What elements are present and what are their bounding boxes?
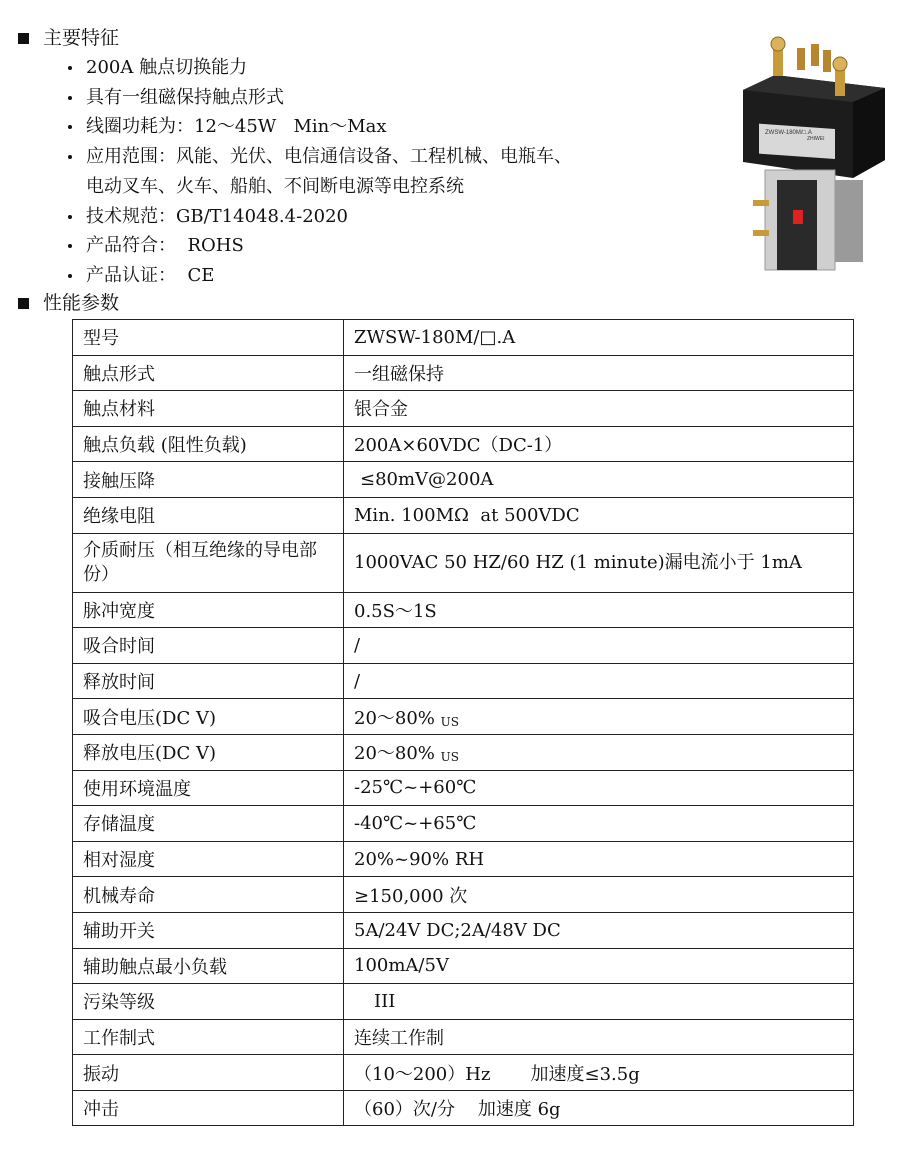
param-name: 污染等级: [73, 984, 344, 1020]
table-row: [73, 806, 854, 842]
product-brand-label: ZHIWEI: [807, 136, 825, 142]
square-bullet-icon: [18, 298, 29, 309]
param-name: 吸合电压(DC V): [73, 699, 344, 735]
coil-marker: [793, 210, 803, 224]
feature-text: 具有一组磁保持触点形式: [86, 86, 284, 108]
table-row: [73, 948, 854, 984]
param-value: 20%~90% RH: [344, 841, 854, 877]
coil-bracket: [777, 180, 817, 270]
param-value: ≥150,000 次: [344, 877, 854, 913]
feature-text: 应用范围：风能、光伏、电信通信设备、工程机械、电瓶车、: [86, 146, 572, 168]
param-unit: US: [440, 750, 459, 765]
table-row: [73, 1019, 854, 1055]
param-value-cell: [344, 734, 854, 770]
aux-terminal: [797, 48, 805, 70]
table-row: [73, 628, 854, 664]
param-value: -25℃~+60℃: [344, 770, 854, 806]
param-name: 相对湿度: [73, 841, 344, 877]
param-name: 接触压降: [73, 462, 344, 498]
bullet-dot-icon: [68, 274, 72, 278]
param-name: 机械寿命: [73, 877, 344, 913]
param-name: 辅助触点最小负载: [73, 948, 344, 984]
feature-item: [66, 83, 572, 113]
param-value: ≤80mV@200A: [344, 462, 854, 498]
param-value: 0.5S～1S: [344, 592, 854, 628]
table-row: [73, 984, 854, 1020]
coil-terminal: [753, 230, 769, 236]
product-model-label: ZWSW-180M/□.A: [765, 130, 812, 136]
param-name: 释放电压(DC V): [73, 734, 344, 770]
param-value: -40℃~+65℃: [344, 806, 854, 842]
feature-item-continued: [66, 172, 572, 202]
feature-item: [66, 142, 572, 172]
param-name: 绝缘电阻: [73, 497, 344, 533]
table-row: [73, 734, 854, 770]
param-value: 连续工作制: [344, 1019, 854, 1055]
param-value: 200A×60VDC（DC-1）: [344, 426, 854, 462]
params-table: [72, 319, 854, 1126]
table-row: [73, 1090, 854, 1126]
param-value: 20～80%: [354, 743, 435, 765]
param-name: 触点形式: [73, 355, 344, 391]
terminal-nut-right: [833, 57, 847, 71]
param-name: 触点负载 (阻性负载): [73, 426, 344, 462]
param-value: 一组磁保持: [344, 355, 854, 391]
contactor-product-image: [735, 30, 895, 280]
table-row: [73, 699, 854, 735]
table-row: [73, 497, 854, 533]
params-title: 性能参数: [43, 292, 120, 314]
table-row: [73, 355, 854, 391]
bullet-dot-icon: [68, 155, 72, 159]
bullet-dot-icon: [68, 125, 72, 129]
square-bullet-icon: [18, 33, 29, 44]
bullet-dot-icon: [68, 215, 72, 219]
param-name: 存储温度: [73, 806, 344, 842]
aux-terminal: [811, 44, 819, 66]
terminal-nut-left: [771, 37, 785, 51]
param-name: 介质耐压（相互绝缘的导电部份）: [73, 533, 344, 592]
feature-text: 200A 触点切换能力: [86, 57, 248, 78]
coil-side: [835, 180, 863, 262]
param-value: （60）次/分 加速度 6g: [344, 1090, 854, 1126]
param-name: 辅助开关: [73, 912, 344, 948]
param-name: 冲击: [73, 1090, 344, 1126]
table-row: [73, 877, 854, 913]
param-value: ZWSW-180M/□.A: [344, 320, 854, 356]
table-row: [73, 592, 854, 628]
bullet-dot-icon: [68, 244, 72, 248]
contactor-side-face: [853, 88, 885, 178]
param-value: 1000VAC 50 HZ/60 HZ (1 minute)漏电流小于 1mA: [344, 533, 854, 592]
param-value: /: [344, 663, 854, 699]
param-unit: US: [440, 714, 459, 729]
feature-item: [66, 202, 572, 232]
param-value: 银合金: [344, 391, 854, 427]
feature-item: [66, 53, 572, 83]
table-row: [73, 1055, 854, 1091]
features-list: [66, 53, 572, 291]
param-name: 使用环境温度: [73, 770, 344, 806]
features-title: 主要特征: [43, 27, 120, 49]
param-value: III: [344, 984, 854, 1020]
param-name: 释放时间: [73, 663, 344, 699]
param-name: 振动: [73, 1055, 344, 1091]
param-name: 型号: [73, 320, 344, 356]
feature-item: [66, 231, 572, 261]
table-row: [73, 426, 854, 462]
table-row: [73, 391, 854, 427]
bullet-dot-icon: [68, 66, 72, 70]
coil-terminal: [753, 200, 769, 206]
param-value: 20～80%: [354, 707, 435, 729]
param-value: 100mA/5V: [344, 948, 854, 984]
param-name: 触点材料: [73, 391, 344, 427]
feature-text: 电动叉车、火车、船舶、不间断电源等电控系统: [86, 175, 464, 197]
bullet-dot-icon: [68, 96, 72, 100]
table-row: [73, 912, 854, 948]
table-row: [73, 320, 854, 356]
feature-text: 技术规范：GB/T14048.4-2020: [86, 205, 349, 227]
table-row: [73, 663, 854, 699]
param-value: /: [344, 628, 854, 664]
param-name: 工作制式: [73, 1019, 344, 1055]
feature-item: [66, 112, 572, 142]
features-heading: [18, 26, 119, 50]
feature-text: 线圈功耗为：12～45W Min～Max: [86, 116, 387, 138]
params-heading: [18, 291, 119, 315]
feature-text: 产品符合： ROHS: [86, 235, 244, 257]
table-row: [73, 533, 854, 592]
table-row: [73, 462, 854, 498]
param-value: Min. 100MΩ at 500VDC: [344, 497, 854, 533]
param-name: 吸合时间: [73, 628, 344, 664]
param-value: （10～200）Hz 加速度≤3.5g: [344, 1055, 854, 1091]
param-value-cell: [344, 699, 854, 735]
aux-terminal: [823, 50, 831, 72]
feature-item: [66, 261, 572, 291]
feature-text: 产品认证： CE: [86, 264, 215, 286]
param-name: 脉冲宽度: [73, 592, 344, 628]
table-row: [73, 841, 854, 877]
table-row: [73, 770, 854, 806]
param-value: 5A/24V DC;2A/48V DC: [344, 912, 854, 948]
